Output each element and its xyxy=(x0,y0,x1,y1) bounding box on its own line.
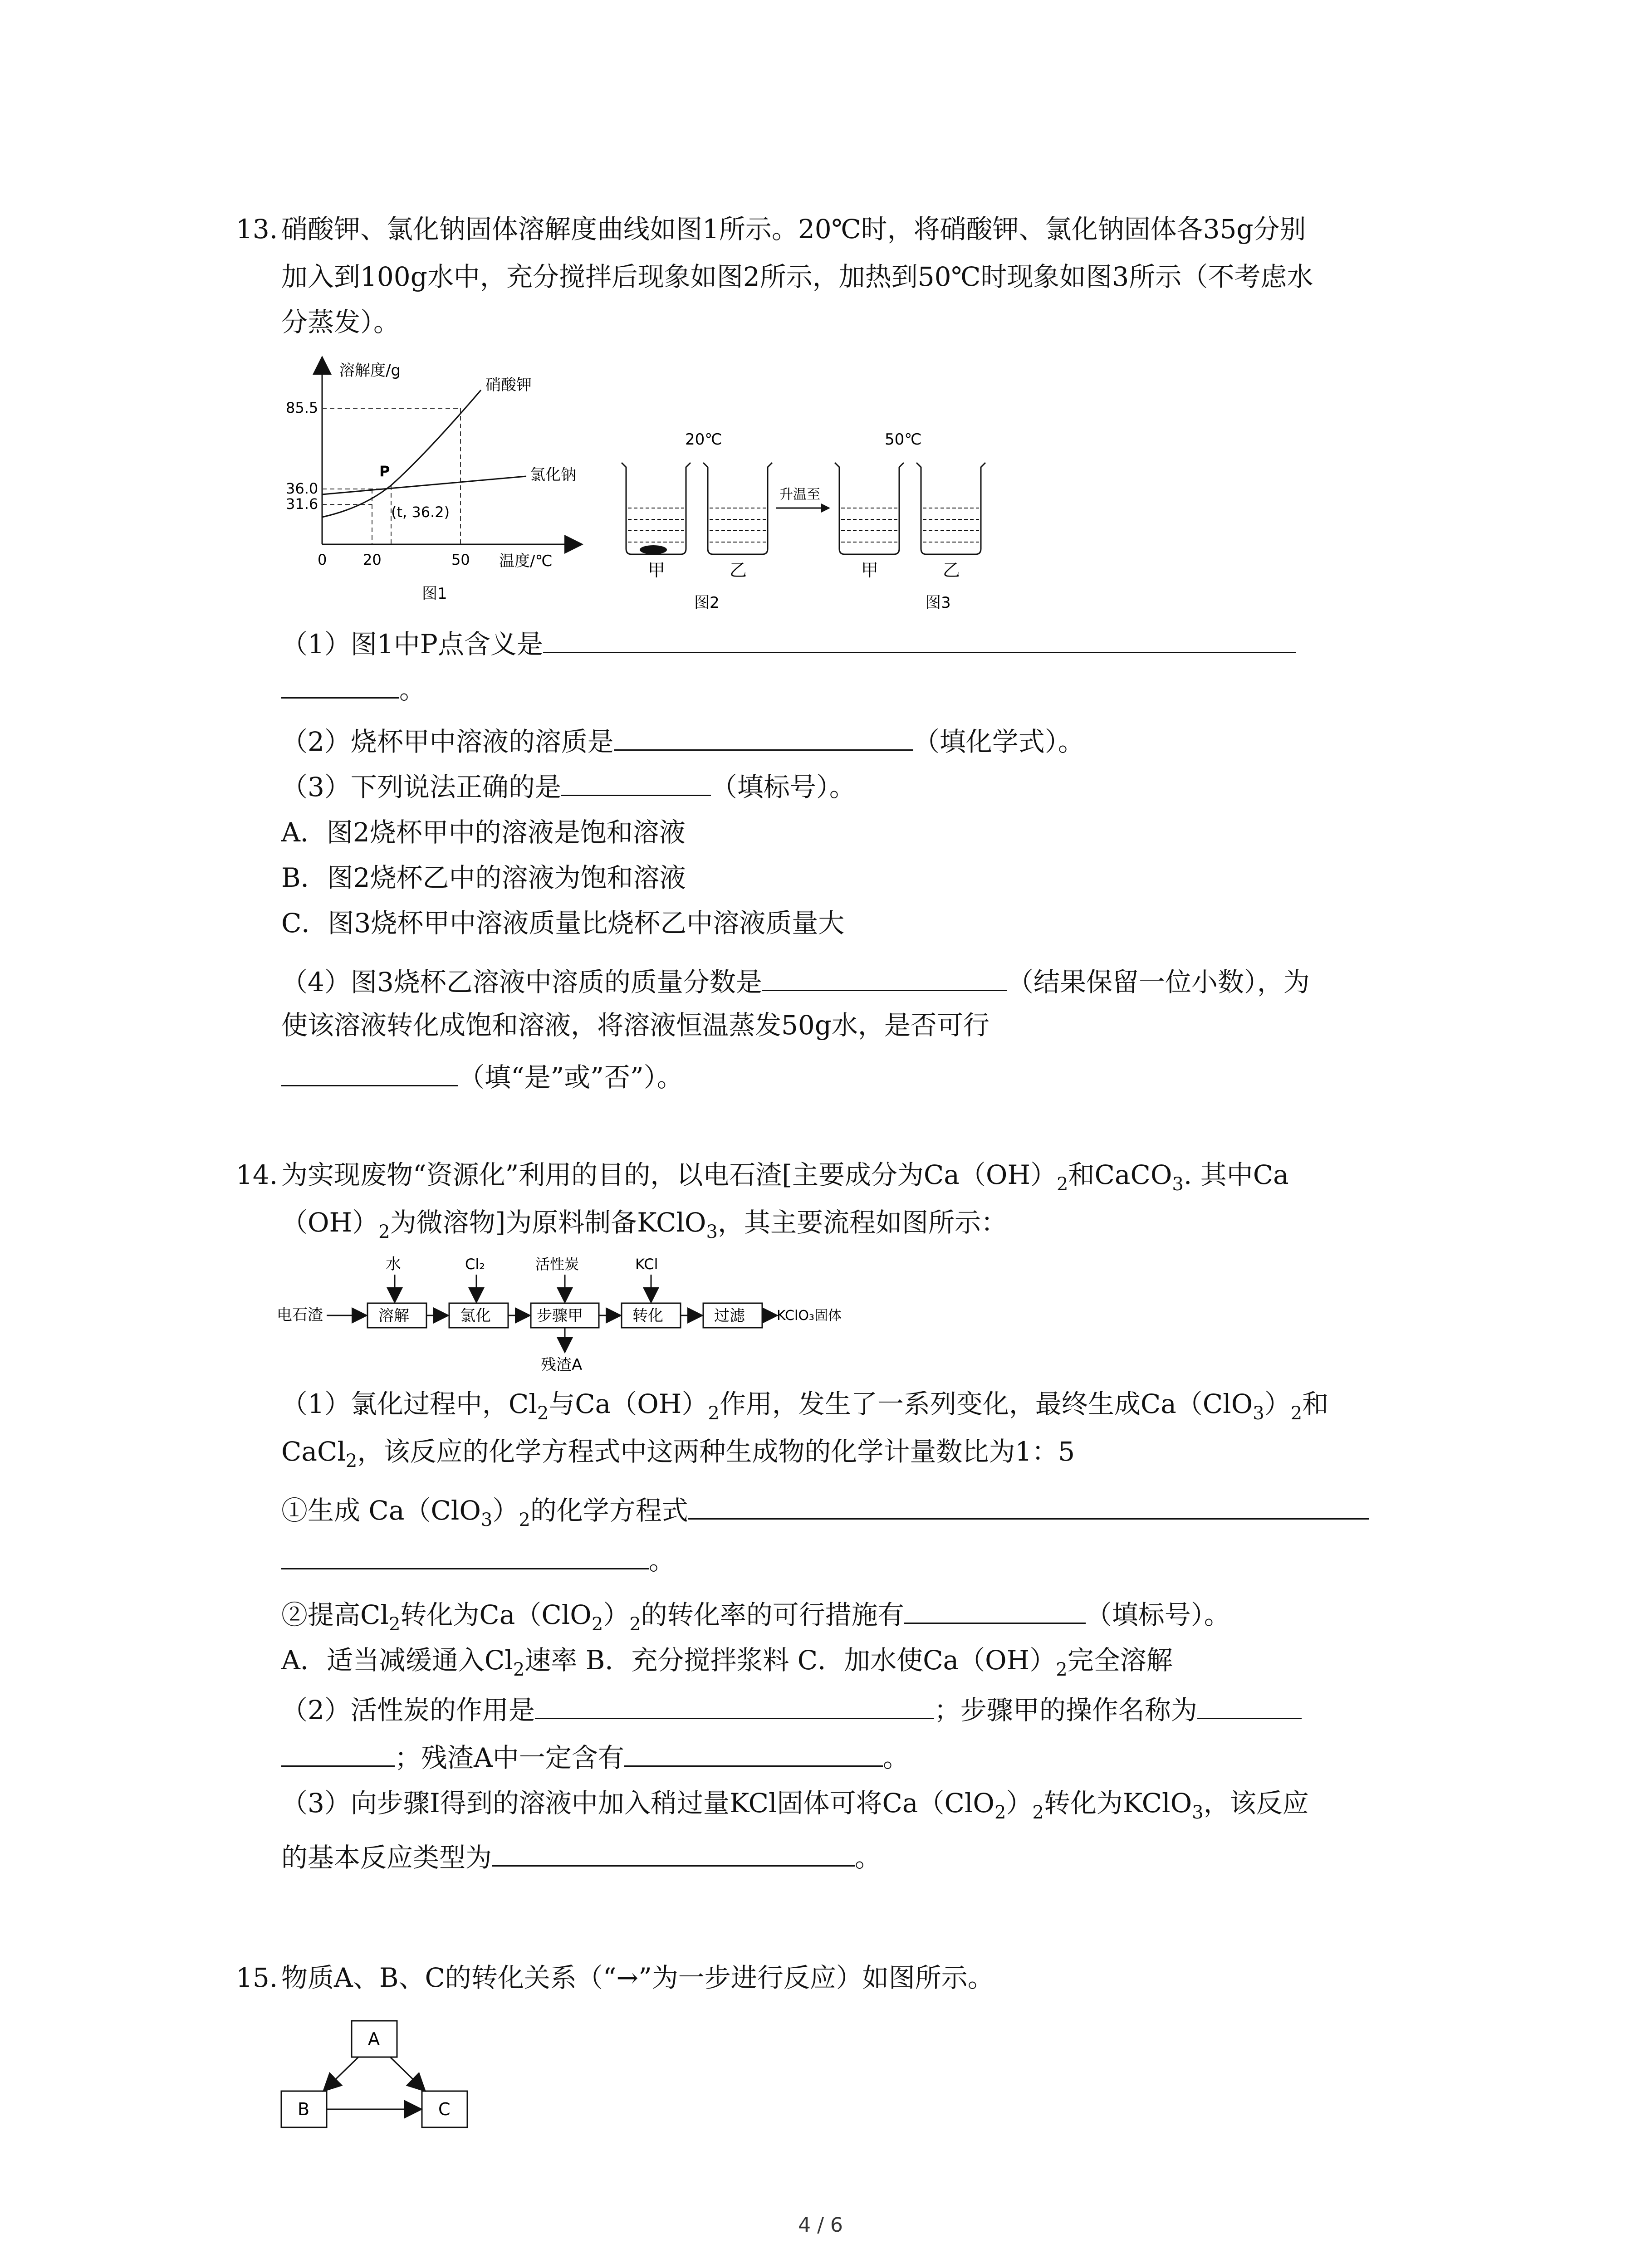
fig2-label-a: 甲 xyxy=(648,560,666,580)
q14-line-1: 为实现废物“资源化”利用的目的，以电石渣[主要成分为$Ca(OH)_2$和CaCO$_3$. 其中Ca xyxy=(281,1159,1289,1195)
fig3-label-a: 甲 xyxy=(861,560,879,580)
fig3-temperature: 50℃ xyxy=(885,430,922,449)
heat-arrow-label: 升温至 xyxy=(779,487,820,503)
node-b-label: B xyxy=(298,2099,310,2119)
arrow-a-to-c xyxy=(390,2057,424,2090)
x-tick-20: 20 xyxy=(363,551,382,568)
q14-line-2: $(OH)_2$为微溶物]为原料制备KClO$_3$，其主要流程如图所示： xyxy=(281,1207,1007,1242)
flow-box-convert-label: 转化 xyxy=(632,1307,663,1325)
node-a-label: A xyxy=(368,2029,380,2049)
kno3-label: 硝酸钾 xyxy=(485,376,532,394)
y-axis-label: 溶解度/g xyxy=(339,362,401,380)
flow-box-filter-label: 过滤 xyxy=(714,1307,745,1325)
x-tick-50: 50 xyxy=(451,551,470,568)
answer-blank-p-meaning-cont[interactable] xyxy=(281,669,399,699)
q15-number: 15. xyxy=(236,1962,278,1993)
answer-blank-p-meaning[interactable] xyxy=(543,624,1296,653)
q14-part-1-equation: ①生成 $Ca(ClO_3)_2$的化学方程式 xyxy=(281,1490,1369,1538)
x-tick-0: 0 xyxy=(318,551,327,568)
answer-blank-equation[interactable] xyxy=(688,1490,1369,1520)
q13-part-4-line-3: （填“是”或”否”）。 xyxy=(281,1057,683,1095)
nacl-label: 氯化钠 xyxy=(530,466,576,484)
flow-end: KClO₃固体 xyxy=(777,1308,842,1324)
q13-part-1: （1）图1中P点含义是 xyxy=(281,624,1296,662)
q14-part-3-line-2: 的基本反应类型为 。 xyxy=(281,1837,881,1876)
flow-input-cl2: Cl₂ xyxy=(465,1256,485,1273)
q13-line-2: 加入到100g水中，充分搅拌后现象如图2所示，加热到50℃时现象如图3所示（不考虑水 xyxy=(281,261,1313,292)
abc-conversion-diagram xyxy=(272,2014,481,2141)
answer-blank-mass-fraction[interactable] xyxy=(762,962,1007,991)
fig2-label-b: 乙 xyxy=(730,560,747,580)
flow-input-carbon: 活性炭 xyxy=(535,1256,579,1273)
figure-3-caption: 图3 xyxy=(926,594,951,612)
solubility-curve-figure xyxy=(272,345,590,626)
q14-part-1-line-1: （1）氯化过程中，$Cl_2$与$Ca(OH)_2$作用，发生了一系列变化，最终生成$Ca(ClO_3)_2$和 xyxy=(281,1388,1329,1424)
figure-1-caption: 图1 xyxy=(422,585,447,603)
node-c-label: C xyxy=(438,2099,451,2119)
q14-part-2: （2）活性炭的作用是 ；步骤甲的操作名称为 xyxy=(281,1690,1302,1728)
beakers-figure xyxy=(608,426,1016,626)
kno3-curve xyxy=(322,390,481,517)
answer-blank-correct-option[interactable] xyxy=(561,767,711,796)
q13-part-4: （4）图3烧杯乙溶液中溶质的质量分数是 （结果保留一位小数），为 xyxy=(281,962,1310,1000)
heat-arrow xyxy=(776,487,830,513)
answer-blank-solute[interactable] xyxy=(614,721,913,751)
q13-option-c: C．图3烧杯甲中溶液质量比烧杯乙中溶液质量大 xyxy=(281,908,845,938)
flow-box-step-a-label: 步骤甲 xyxy=(537,1307,583,1325)
answer-blank-measures[interactable] xyxy=(904,1594,1086,1624)
q14-part-1-measures: ②提高$Cl_2$转化为$Ca(ClO_2)_2$的转化率的可行措施有 （填标号）。 xyxy=(281,1594,1230,1642)
q13-part-1-end: 。 xyxy=(281,669,426,708)
q14-part-3: （3）向步骤I得到的溶液中加入稍过量KCl固体可将$Ca(ClO_2)_2$转化为KClO$_3$，该反应 xyxy=(281,1788,1309,1823)
q13-part-3: （3）下列说法正确的是 （填标号）。 xyxy=(281,767,856,805)
q15-line-1: 物质A、B、C的转化关系（“→”为一步进行反应）如图所示。 xyxy=(281,1962,994,1993)
beaker-2-b xyxy=(703,463,772,554)
answer-blank-step-name-cont[interactable] xyxy=(281,1737,395,1767)
q13-option-b: B．图2烧杯乙中的溶液为饱和溶液 xyxy=(281,862,686,893)
q13-part-2: （2）烧杯甲中溶液的溶质是 （填化学式）。 xyxy=(281,721,1084,760)
q13-line-3: 分蒸发）。 xyxy=(281,307,400,337)
answer-blank-residue[interactable] xyxy=(624,1737,883,1767)
q14-part-1-line-2: CaCl$_2$，该反应的化学方程式中这两种生成物的化学计量数比为1：5 xyxy=(281,1436,1075,1471)
fig3-label-b: 乙 xyxy=(943,560,960,580)
point-coordinate: (t, 36.2) xyxy=(391,503,450,521)
point-p-label: P xyxy=(379,463,390,480)
fig2-temperature: 20℃ xyxy=(685,430,722,449)
flow-input-kcl: KCl xyxy=(635,1256,658,1273)
beaker-3-a xyxy=(835,463,904,554)
y-tick-85: 85.5 xyxy=(286,399,318,416)
answer-blank-feasible[interactable] xyxy=(281,1057,458,1086)
beaker-3-b xyxy=(916,463,985,554)
y-tick-36: 36.0 xyxy=(286,480,318,497)
flow-input-water: 水 xyxy=(386,1255,401,1273)
answer-blank-reaction-type[interactable] xyxy=(492,1837,855,1867)
figure-2-caption: 图2 xyxy=(694,594,720,612)
answer-blank-step-name[interactable] xyxy=(1197,1690,1302,1719)
flow-box-dissolve-label: 溶解 xyxy=(378,1307,409,1325)
flow-start: 电石渣 xyxy=(277,1306,323,1324)
q13-option-a: A．图2烧杯甲中的溶液是饱和溶液 xyxy=(281,817,686,848)
q13-part-4-line-2: 使该溶液转化成饱和溶液，将溶液恒温蒸发50g水，是否可行 xyxy=(281,1010,989,1041)
q14-number: 14. xyxy=(236,1159,278,1190)
q13-number: 13. xyxy=(236,214,278,244)
answer-blank-equation-cont[interactable] xyxy=(281,1540,649,1569)
process-flow-diagram xyxy=(272,1252,844,1383)
q14-part-2-line-2: ；残渣A中一定含有 。 xyxy=(281,1737,909,1776)
flow-box-chlorinate-label: 氯化 xyxy=(460,1307,491,1325)
q14-part-1-equation-end: 。 xyxy=(281,1540,675,1579)
beaker-2-a xyxy=(622,463,691,554)
arrow-a-to-b xyxy=(324,2057,358,2090)
q13-line-1: 硝酸钾、氯化钠固体溶解度曲线如图1所示。20℃时，将硝酸钾、氯化钠固体各35g分别 xyxy=(281,214,1306,244)
answer-blank-carbon-role[interactable] xyxy=(535,1690,934,1719)
nacl-curve xyxy=(322,476,526,494)
page-number: 4 / 6 xyxy=(798,2214,843,2237)
x-axis-label: 温度/℃ xyxy=(499,552,553,570)
flow-residue: 残渣A xyxy=(541,1356,583,1374)
q14-part-1-options: A．适当减缓通入$Cl_2$速率 B．充分搅拌浆料 C．加水使$Ca(OH)_2$完全溶解 xyxy=(281,1645,1173,1680)
y-tick-31: 31.6 xyxy=(286,495,318,513)
